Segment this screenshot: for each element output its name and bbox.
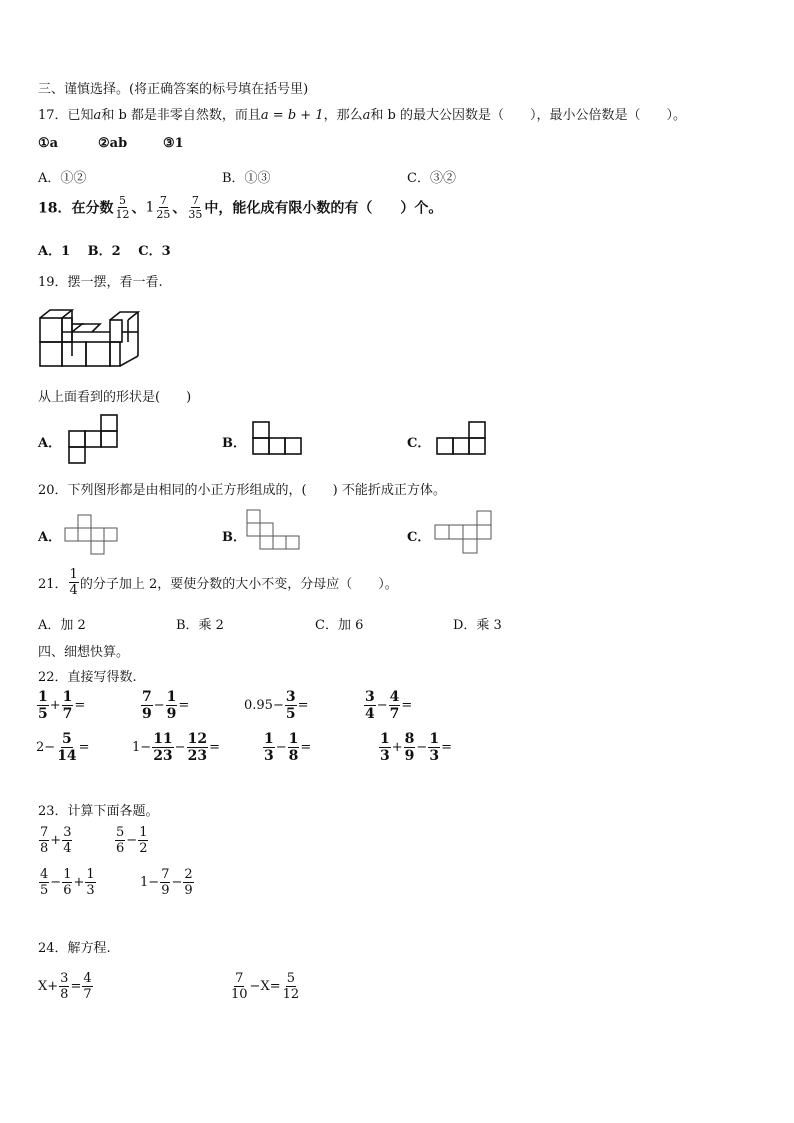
q20-label-a[interactable]: A． [38,530,62,545]
question-17 [38,104,686,123]
q17-option-3: ③1 [163,136,184,151]
q22-expr-7: $\frac{1}{3}$ − $\frac{1}{8}$ = [264,731,312,764]
q17-var-a: a [93,108,102,123]
q19-cube-figure [38,308,148,370]
q22-expr-4: $\frac{3}{4}$ − $\frac{4}{7}$ = [365,689,413,722]
q18-fraction-1: $\frac{5}{12}$ [115,194,130,221]
q22-title: 22．直接写得数. [38,670,137,685]
q22-expr-1: $\frac{1}{5}$ + $\frac{1}{7}$ = [38,689,86,722]
q19-title: 19．摆一摆，看一看. [38,275,163,290]
q21-choice-d[interactable]: D．乘 3 [453,618,502,633]
q20-label-b[interactable]: B． [222,530,246,545]
q18-fraction-3: $\frac{7}{35}$ [188,194,203,221]
q17-text-c: ，那么 [323,108,363,123]
q22-expr-6: 1− $\frac{11}{23}$ − $\frac{12}{23}$ = [132,731,220,764]
q22-expr-5: 2− $\frac{5}{14}$ = [36,731,90,764]
q23-expr-2: $\frac{5}{6}$ − $\frac{1}{2}$ [116,825,148,856]
q17-text-b: 和 b 都是非零自然数，而且 [101,108,261,123]
q18-choices[interactable]: A．1 B．2 C．3 [38,244,171,259]
q17-choice-c[interactable]: C．③② [407,171,456,186]
q18-suffix: 中，能化成有限小数的有（ ）个。 [204,200,443,217]
q18-fraction-2: $\frac{7}{25}$ [156,194,171,221]
q18-prefix: 18．在分数 [38,200,114,217]
q17-text-d: 和 b 的最大公因数是（ ），最小公倍数是（ ）。 [370,108,686,123]
q19-option-b-shape[interactable] [252,421,302,455]
q20-title: 20．下列图形都是由相同的小正方形组成的，( ) 不能折成正方体。 [38,483,446,498]
q23-expr-3: $\frac{4}{5}$ − $\frac{1}{6}$ + $\frac{1}{3}$ [40,867,95,898]
section-title-calc: 四、细想快算。 [38,645,130,660]
q17-var-a2: a [362,108,371,123]
q21-choice-b[interactable]: B．乘 2 [176,618,224,633]
q19-label-a[interactable]: A． [38,436,62,451]
q17-choice-a[interactable]: A．①② [38,171,87,186]
q21-choice-a[interactable]: A．加 2 [38,618,86,633]
q19-label-b[interactable]: B． [222,436,246,451]
q22-expr-8: $\frac{1}{3}$ + $\frac{8}{9}$ − $\frac{1}{3}$ = [380,731,452,764]
section-title-choice: 三、谨慎选择。(将正确答案的标号填在括号里) [38,82,309,97]
q19-option-c-shape[interactable] [436,421,486,455]
q17-text-a: 17．已知 [38,108,94,123]
q23-expr-1: $\frac{7}{8}$ + $\frac{3}{4}$ [40,825,72,856]
q19-label-c[interactable]: C． [407,436,431,451]
q20-net-b[interactable] [246,509,300,551]
q24-title: 24．解方程. [38,941,111,956]
q23-title: 23．计算下面各题。 [38,804,159,819]
q21-choice-c[interactable]: C．加 6 [315,618,364,633]
q19-option-a-shape[interactable] [68,414,118,464]
q23-expr-4: 1− $\frac{7}{9}$ − $\frac{2}{9}$ [140,867,193,898]
q17-option-1: ①a [38,136,59,151]
q21-fraction: $\frac{1}{4}$ [69,567,78,598]
q19-question: 从上面看到的形状是( ) [38,390,192,405]
q20-label-c[interactable]: C． [407,530,431,545]
q22-expr-3: 0.95− $\frac{3}{5}$ = [244,689,309,722]
q22-expr-2: $\frac{7}{9}$ − $\frac{1}{9}$ = [142,689,190,722]
q24-equation-2: $\frac{7}{10}$ −X= $\frac{5}{12}$ [231,971,300,1002]
q17-option-2: ②ab [98,136,128,151]
q17-choice-b[interactable]: B．①③ [222,171,271,186]
q20-net-c[interactable] [433,510,493,554]
q24-equation-1: X+ $\frac{3}{8}$ = $\frac{4}{7}$ [38,971,92,1002]
question-21: 21． $\frac{1}{4}$ 的分子加上 2，要使分数的大小不变，分母应（ ）。 [38,567,398,598]
question-18: 18．在分数 $\frac{5}{12}$ 、1 $\frac{7}{25}$ 、 $\frac{7}{35}$ 中，能化成有限小数的有（ ）个。 [38,194,443,221]
q17-formula: a = b + 1 [260,108,324,123]
q20-net-a[interactable] [64,514,118,556]
